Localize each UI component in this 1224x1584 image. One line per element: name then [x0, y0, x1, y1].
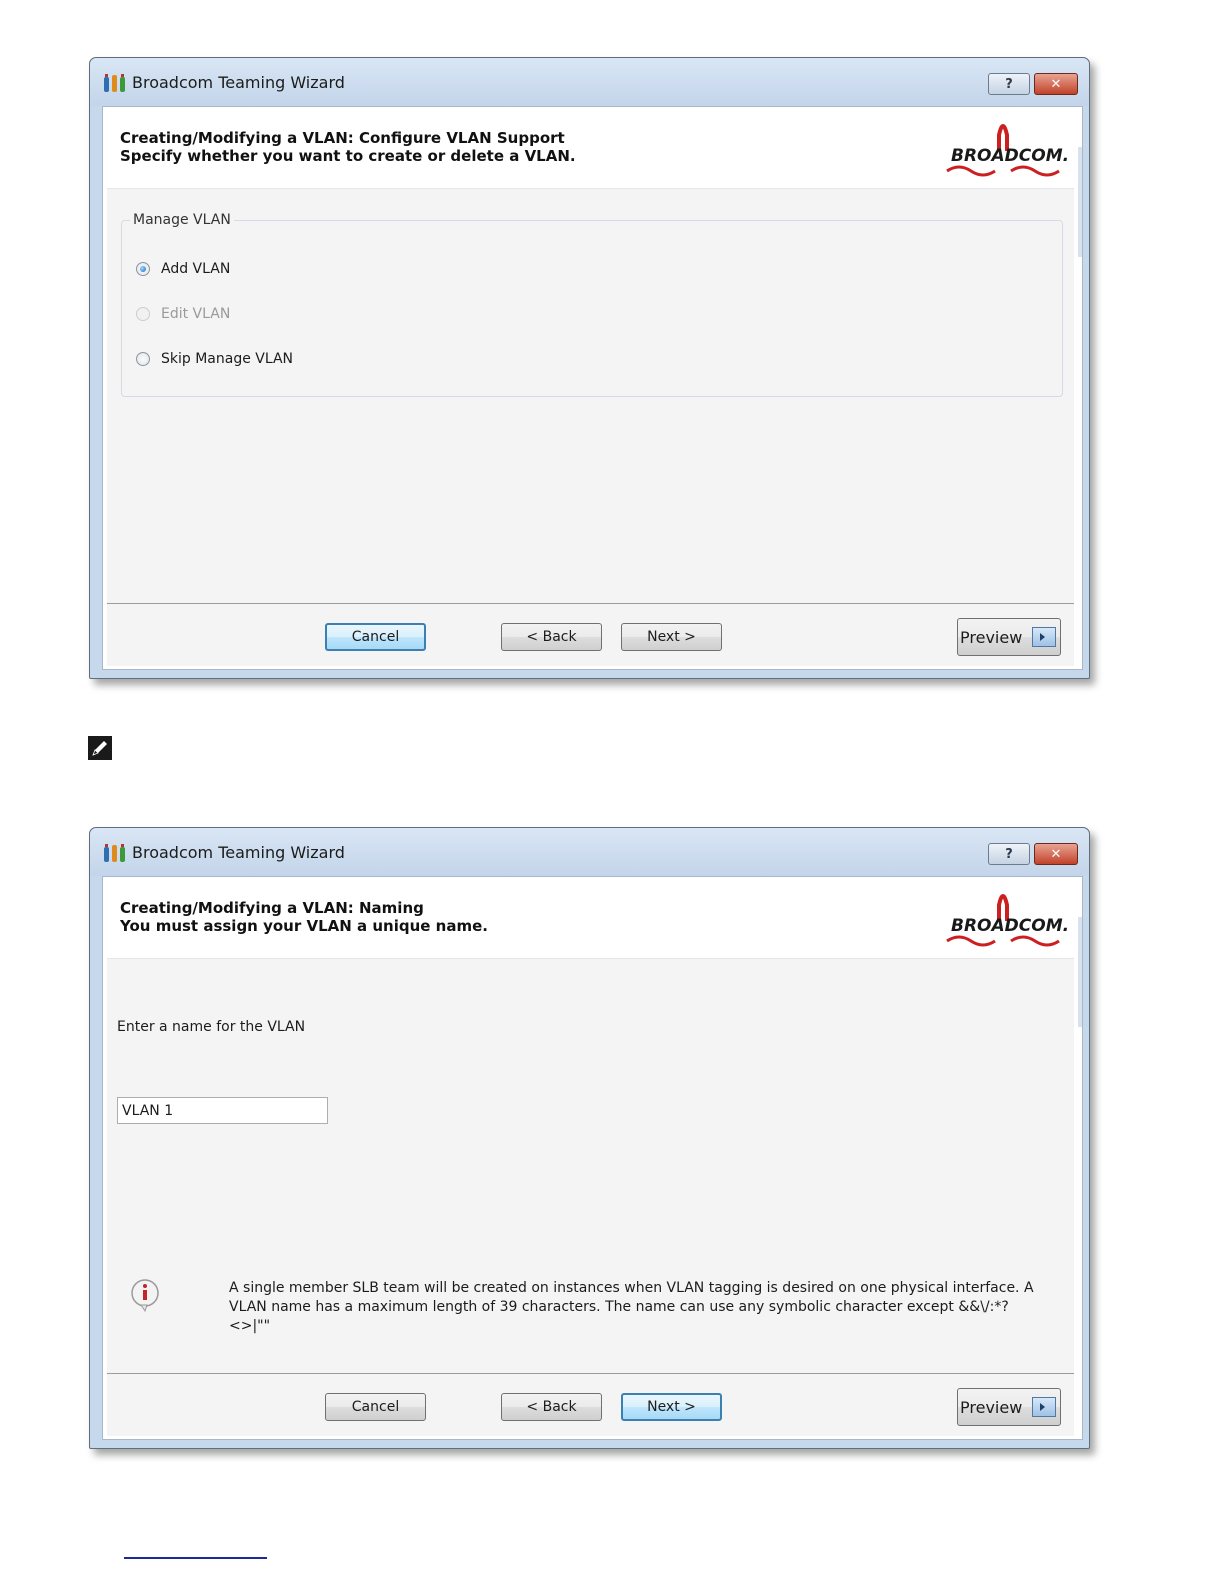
help-icon: ?	[1005, 76, 1013, 92]
broadcom-logo	[945, 115, 1069, 181]
wizard-body	[107, 189, 1074, 603]
info-message: A single member SLB team will be created on instances when VLAN tagging is desired on one physical interface. A VLAN name has a maximum length of 39 characters. The name can use any symbolic character except &&\/:*?<>|""	[229, 1280, 1034, 1334]
footer-link-underline[interactable]	[124, 1557, 267, 1559]
page-subtitle: Specify whether you want to create or delete a VLAN.	[120, 147, 576, 165]
back-button[interactable]: < Back	[501, 623, 602, 651]
help-button[interactable]	[988, 73, 1030, 95]
radio-button-disabled	[136, 307, 150, 321]
teaming-wizard-dialog-naming	[89, 827, 1090, 1449]
page-subtitle: You must assign your VLAN a unique name.	[120, 917, 488, 935]
broadcom-logo	[945, 885, 1069, 951]
radio-edit-vlan	[136, 306, 230, 322]
preview-pane-icon	[1032, 1397, 1056, 1417]
title-bar[interactable]	[90, 58, 1089, 106]
window-title: Broadcom Teaming Wizard	[132, 73, 345, 92]
radio-skip-manage-vlan[interactable]	[136, 351, 293, 367]
radio-label: Edit VLAN	[161, 306, 231, 322]
radio-label: Skip Manage VLAN	[161, 351, 294, 367]
next-button[interactable]: Next >	[621, 1393, 722, 1421]
close-icon: ✕	[1050, 846, 1062, 862]
manage-vlan-group	[121, 212, 1063, 397]
radio-button[interactable]	[136, 352, 150, 366]
scroll-edge	[1078, 917, 1082, 1027]
logo-text: BROADCOM.	[951, 146, 1069, 166]
wizard-body	[107, 959, 1074, 1373]
preview-pane-icon	[1032, 627, 1056, 647]
wizard-header	[107, 109, 1074, 189]
group-label: Manage VLAN	[130, 212, 234, 228]
wizard-footer	[107, 1373, 1074, 1436]
scroll-edge	[1078, 147, 1082, 257]
vlan-name-label: Enter a name for the VLAN	[117, 1019, 306, 1035]
radio-add-vlan[interactable]	[136, 261, 230, 277]
broadcom-app-icon	[103, 843, 127, 863]
close-icon: ✕	[1050, 76, 1062, 92]
preview-label: Preview	[960, 1397, 1023, 1417]
vlan-name-input[interactable]	[117, 1097, 328, 1124]
back-button[interactable]: < Back	[501, 1393, 602, 1421]
teaming-wizard-dialog-configure	[89, 57, 1090, 679]
wizard-footer	[107, 603, 1074, 666]
cancel-button[interactable]: Cancel	[325, 623, 426, 651]
wizard-client-area	[102, 876, 1083, 1440]
broadcom-app-icon	[103, 73, 127, 93]
radio-button-checked[interactable]	[136, 262, 150, 276]
close-button[interactable]	[1034, 73, 1078, 95]
info-icon	[129, 1278, 161, 1312]
pencil-note-icon	[88, 736, 112, 760]
preview-button[interactable]	[957, 618, 1061, 656]
window-title: Broadcom Teaming Wizard	[132, 843, 345, 862]
help-icon: ?	[1005, 846, 1013, 862]
preview-button[interactable]	[957, 1388, 1061, 1426]
wizard-header	[107, 879, 1074, 959]
preview-label: Preview	[960, 627, 1023, 647]
title-bar[interactable]	[90, 828, 1089, 876]
page-title: Creating/Modifying a VLAN: Naming	[120, 899, 424, 917]
close-button[interactable]	[1034, 843, 1078, 865]
cancel-button[interactable]: Cancel	[325, 1393, 426, 1421]
next-button[interactable]: Next >	[621, 623, 722, 651]
page-title: Creating/Modifying a VLAN: Configure VLAN Support	[120, 129, 565, 147]
help-button[interactable]	[988, 843, 1030, 865]
wizard-client-area	[102, 106, 1083, 670]
radio-label: Add VLAN	[161, 261, 231, 277]
logo-text: BROADCOM.	[951, 916, 1069, 936]
